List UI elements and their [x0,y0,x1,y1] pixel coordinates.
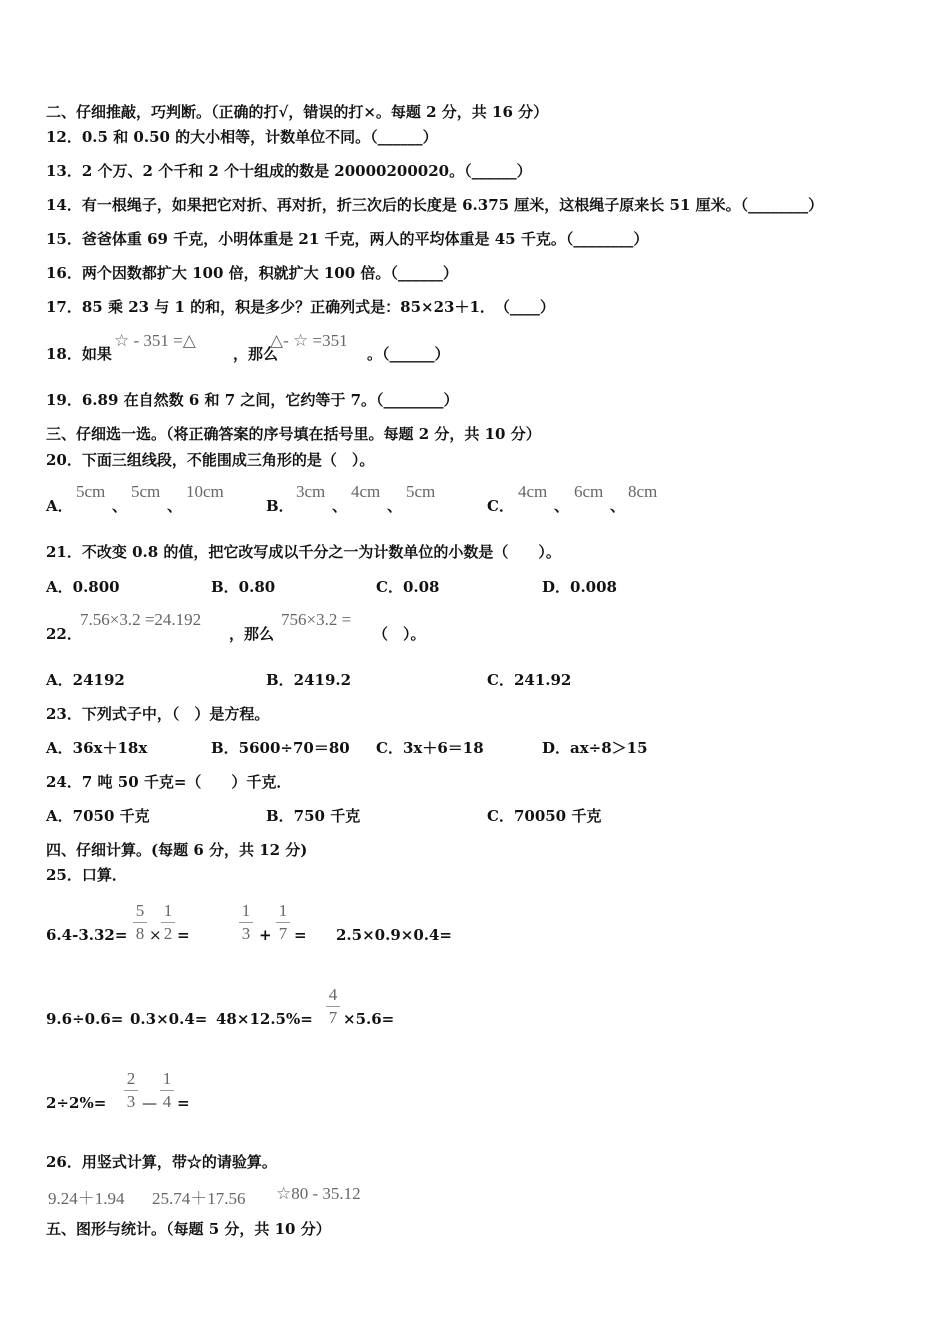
q24-option-c[interactable]: C．70050 千克 [487,807,602,825]
calc-item: 0.3×0.4= [130,1010,208,1028]
option-label: B． [266,497,294,515]
section-heading: 四、仔细计算。(每题 6 分，共 12 分) [46,841,308,859]
calc-item: 2÷2%= [46,1094,107,1112]
q22-prefix: 22． [46,625,82,643]
q24-option-b[interactable]: B．750 千克 [266,807,361,825]
fraction: 5 8 [132,900,148,945]
q22-middle: ，那么 [229,625,275,643]
minus-sign: — [142,1094,157,1112]
q23-option-a[interactable]: A．36x＋18x [46,739,148,757]
question-24: 24．7 吨 50 千克=（ ）千克． [46,773,292,791]
length-value: 3cm [296,482,326,501]
fraction: 1 4 [159,1068,175,1113]
question-23: 23．下列式子中，（ ）是方程。 [46,705,270,723]
equals-sign: = [294,926,307,944]
question-19: 19．6.89 在自然数 6 和 7 之间，它约等于 7。（________） [46,391,459,409]
q22-expr2: 756×3.2 = [281,610,352,629]
length-value: 4cm [518,482,548,501]
length-value: 4cm [351,482,381,501]
plus-sign: + [259,926,272,944]
separator: 、 [554,497,570,515]
q22-suffix: （ ）。 [373,625,426,643]
q21-option-d[interactable]: D．0.008 [542,578,617,596]
calc-item: 9.6÷0.6= [46,1010,124,1028]
section-heading: 二、仔细推敲，巧判断。（正确的打√，错误的打×。每题 2 分，共 16 分） [46,103,549,121]
length-value: 10cm [186,482,224,501]
q23-option-c[interactable]: C．3x＋6＝18 [376,739,484,757]
fraction: 1 2 [160,900,176,945]
section-heading: 三、仔细选一选。（将正确答案的序号填在括号里。每题 2 分，共 10 分） [46,425,541,443]
fraction: 1 3 [238,900,254,945]
q18-prefix: 18．如果 [46,345,112,363]
q24-option-a[interactable]: A．7050 千克 [46,807,150,825]
q18-expr1: ☆ - 351 =△ [114,331,196,350]
question-25: 25．口算． [46,866,127,884]
question-26: 26．用竖式计算，带☆的请验算。 [46,1153,277,1171]
question-17: 17．85 乘 23 与 1 的和，积是多少？正确列式是：85×23＋1． （____） [46,298,555,316]
question-13: 13．2 个万、2 个千和 2 个十组成的数是 20000200020。（______） [46,162,532,180]
q21-option-a[interactable]: A．0.800 [46,578,120,596]
calc-item: ×5.6= [343,1010,395,1028]
q22-option-a[interactable]: A．24192 [46,671,125,689]
q21-option-c[interactable]: C．0.08 [376,578,440,596]
separator: 、 [610,497,626,515]
question-12: 12．0.5 和 0.50 的大小相等，计数单位不同。（______） [46,128,438,146]
q21-option-b[interactable]: B．0.80 [211,578,276,596]
vertical-calc-item: ☆80 - 35.12 [276,1184,361,1203]
option-label: C． [487,497,514,515]
calc-item: 6.4-3.32= [46,926,128,944]
q18-suffix: 。（______） [367,345,450,363]
question-14: 14．有一根绳子，如果把它对折、再对折，折三次后的长度是 6.375 厘米，这根绳子原来长 51 厘米。（________） [46,196,824,214]
q22-expr1: 7.56×3.2 =24.192 [80,610,202,629]
vertical-calc-item: 25.74＋17.56 [152,1189,246,1208]
q23-option-b[interactable]: B．5600÷70＝80 [211,739,350,757]
fraction: 2 3 [123,1068,139,1113]
q22-option-b[interactable]: B．2419.2 [266,671,352,689]
calc-item: 48×12.5%= [216,1010,313,1028]
option-label: A． [46,497,73,515]
separator: 、 [332,497,348,515]
question-20: 20．下面三组线段，不能围成三角形的是（ ）。 [46,451,375,469]
separator: 、 [112,497,128,515]
question-16: 16．两个因数都扩大 100 倍，积就扩大 100 倍。（______） [46,264,458,282]
q23-option-d[interactable]: D．ax÷8＞15 [542,739,648,757]
question-15: 15．爸爸体重 69 千克，小明体重是 21 千克，两人的平均体重是 45 千克。（________） [46,230,649,248]
section-heading: 五、图形与统计。（每题 5 分，共 10 分） [46,1220,331,1238]
times-sign: × [149,926,162,944]
fraction: 1 7 [275,900,291,945]
equals-sign: = [177,1094,190,1112]
length-value: 6cm [574,482,604,501]
length-value: 5cm [131,482,161,501]
vertical-calc-item: 9.24＋1.94 [48,1189,125,1208]
equals-sign: = [177,926,190,944]
length-value: 5cm [406,482,436,501]
length-value: 5cm [76,482,106,501]
q22-option-c[interactable]: C．241.92 [487,671,572,689]
length-value: 8cm [628,482,658,501]
separator: 、 [387,497,403,515]
question-21: 21．不改变 0.8 的值，把它改写成以千分之一为计数单位的小数是（ ）。 [46,543,561,561]
fraction: 4 7 [325,984,341,1029]
q18-middle: ，那么 [233,345,279,363]
separator: 、 [167,497,183,515]
calc-item: 2.5×0.9×0.4= [336,926,452,944]
q18-expr2: △- ☆ =351 [270,331,348,350]
